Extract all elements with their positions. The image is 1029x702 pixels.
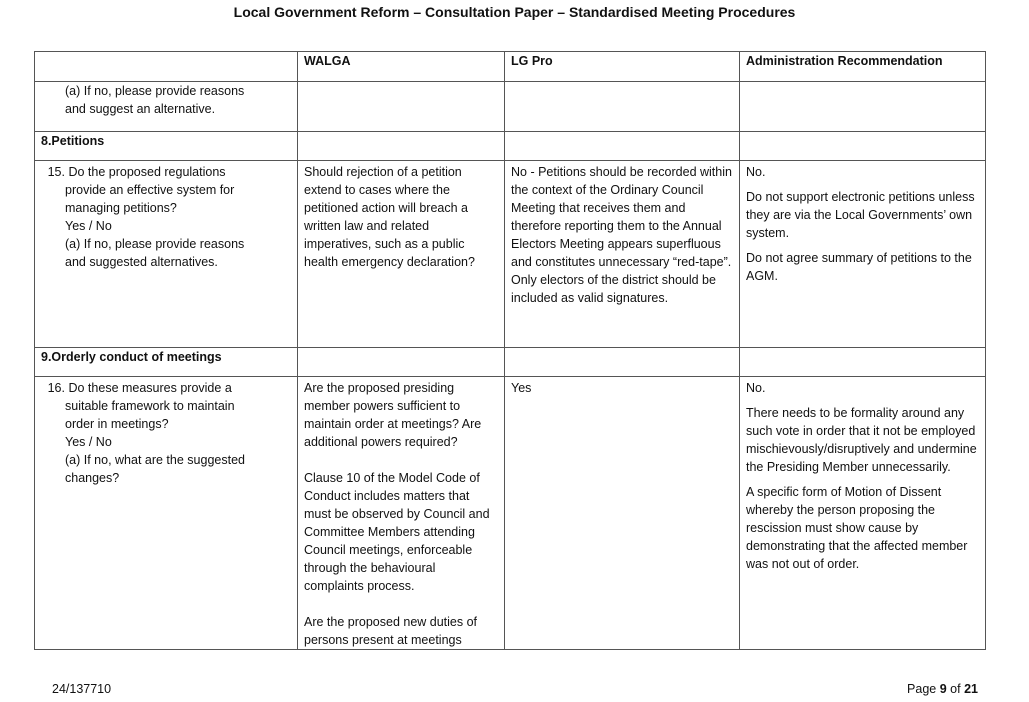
question-line: Do the proposed regulations — [68, 165, 226, 179]
lgpro-text: No - Petitions should be recorded within the context of the Ordinary Council Meeting that receives them and therefore reporting them to the Annual Electors Meeting appears superfluous and constitutes unnecessary “red-tape”. Only electors of the district should be included as valid signatures. — [511, 165, 732, 305]
section-row — [35, 348, 986, 377]
page-total: 21 — [964, 682, 978, 696]
admin-text: There needs to be formality around any such vote in order that it not be employed mischievously/disruptively and undermine the Presiding Member unnecessarily. — [746, 406, 977, 474]
walga-text: Should rejection of a petition extend to cases where the petitioned action will breach a written law and related imperatives, such as a public health emergency declaration? — [304, 165, 475, 269]
admin-cell — [740, 161, 986, 348]
question-line: provide an effective system for — [65, 183, 235, 197]
question-line: and suggested alternatives. — [65, 255, 218, 269]
walga-cell — [298, 377, 505, 650]
consultation-table — [34, 51, 986, 650]
question-line: Yes / No — [65, 219, 112, 233]
page-title: Local Government Reform – Consultation Paper – Standardised Meeting Procedures — [233, 4, 796, 20]
question-line: managing petitions? — [65, 201, 177, 215]
walga-text: Clause 10 of the Model Code of Conduct includes matters that must be observed by Council and Committee Members attending Council meetings, enforceable through the behavioural complaints process. — [304, 471, 490, 593]
question-continued-cell — [35, 82, 298, 132]
question-number: 16. — [47, 381, 65, 395]
section-row — [35, 132, 986, 161]
lgpro-cell — [505, 161, 740, 348]
admin-text: No. — [746, 165, 766, 179]
question-cell — [35, 377, 298, 650]
table-header-row — [35, 52, 986, 82]
admin-text: A specific form of Motion of Dissent whereby the person proposing the rescission must show cause by demonstrating that the affected member was not out of order. — [746, 485, 968, 571]
lgpro-cell — [505, 377, 740, 650]
lgpro-cell — [505, 82, 740, 132]
admin-text: Do not agree summary of petitions to the AGM. — [746, 251, 972, 283]
header-cell-admin: Administration Recommendation — [740, 52, 986, 82]
admin-cell — [740, 377, 986, 650]
section-title: 9.Orderly conduct of meetings — [35, 348, 298, 377]
page-number — [907, 682, 978, 696]
question-line: and suggest an alternative. — [65, 102, 216, 116]
admin-cell — [740, 82, 986, 132]
question-line: (a) If no, please provide reasons — [65, 84, 245, 98]
header-cell-walga: WALGA — [298, 52, 505, 82]
question-line: Yes / No — [65, 435, 112, 449]
header-cell-lgpro: LG Pro — [505, 52, 740, 82]
page-of: of — [950, 682, 961, 696]
walga-cell — [298, 161, 505, 348]
question-line: (a) If no, what are the suggested — [65, 453, 245, 467]
table-row — [35, 377, 986, 650]
admin-text: No. — [746, 381, 766, 395]
page-label: Page — [907, 682, 937, 696]
table-row — [35, 82, 986, 132]
page-current: 9 — [939, 682, 947, 696]
lgpro-text: Yes — [511, 381, 532, 395]
header-cell-question — [35, 52, 298, 82]
question-line: suitable framework to maintain — [65, 399, 235, 413]
admin-text: Do not support electronic petitions unless they are via the Local Governments’ own system. — [746, 190, 975, 240]
walga-cell — [298, 82, 505, 132]
question-line: (a) If no, please provide reasons — [65, 237, 245, 251]
document-reference: 24/137710 — [52, 682, 112, 696]
walga-text: Are the proposed presiding member powers sufficient to maintain order at meetings? Are additional powers required? — [304, 381, 482, 449]
table-row — [35, 161, 986, 348]
question-line: order in meetings? — [65, 417, 169, 431]
section-title: 8.Petitions — [35, 132, 298, 161]
question-cell — [35, 161, 298, 348]
question-line: changes? — [65, 471, 120, 485]
question-number: 15. — [47, 165, 65, 179]
question-line: Do these measures provide a — [68, 381, 232, 395]
walga-text: Are the proposed new duties of persons present at meetings — [304, 615, 478, 647]
